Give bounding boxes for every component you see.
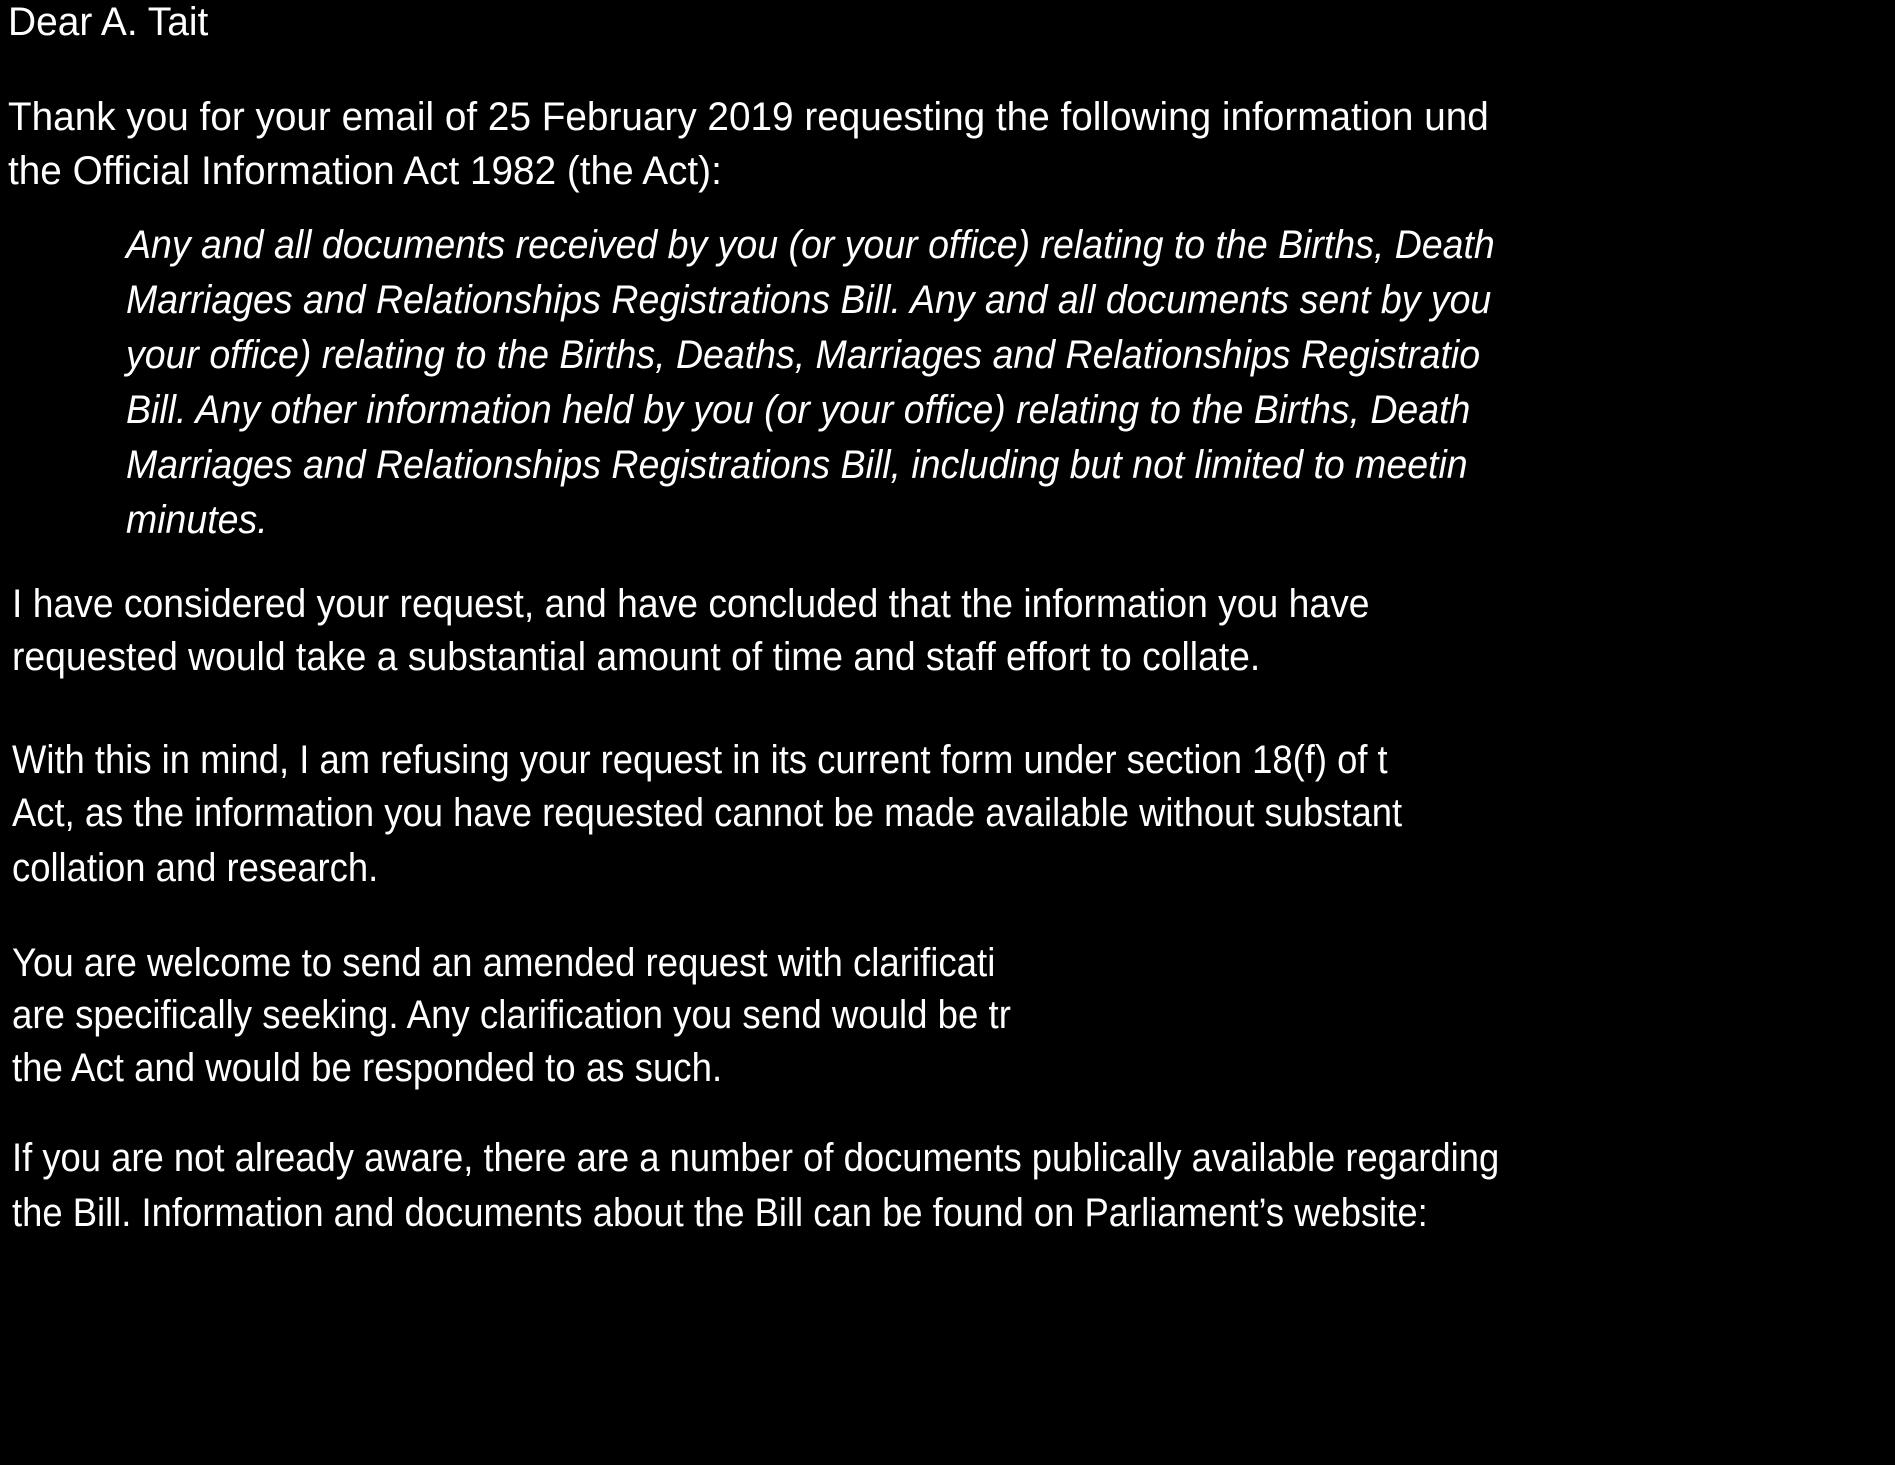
paragraph-5-line-1: If you are not already aware, there are a number of documents publically available regarding bbox=[12, 1136, 1500, 1180]
paragraph-2-line-2: requested would take a substantial amount of time and staff effort to collate. bbox=[12, 635, 1261, 679]
quoted-request-line-1: Any and all documents received by you (or your office) relating to the Births, Death bbox=[126, 223, 1495, 267]
quoted-request-line-4: Bill. Any other information held by you (or your office) relating to the Births, Death bbox=[126, 388, 1471, 432]
quoted-request-line-6: minutes. bbox=[126, 498, 268, 542]
quoted-request-line-5: Marriages and Relationships Registrations Bill, including but not limited to meetin bbox=[126, 443, 1468, 487]
paragraph-4-line-3: the Act and would be responded to as such. bbox=[12, 1046, 723, 1090]
paragraph-1-line-2: the Official Information Act 1982 (the Act): bbox=[8, 149, 722, 193]
paragraph-4-line-1: You are welcome to send an amended request with clarificati bbox=[12, 941, 996, 985]
quoted-request-line-2: Marriages and Relationships Registrations Bill. Any and all documents sent by you bbox=[126, 278, 1492, 322]
quoted-request-line-3: your office) relating to the Births, Deaths, Marriages and Relationships Registratio bbox=[126, 333, 1481, 377]
paragraph-5-line-2: the Bill. Information and documents about the Bill can be found on Parliament’s website: bbox=[12, 1191, 1428, 1235]
paragraph-3-line-2: Act, as the information you have requested cannot be made available without substant bbox=[12, 791, 1403, 835]
paragraph-3-line-3: collation and research. bbox=[12, 846, 379, 890]
salutation: Dear A. Tait bbox=[8, 0, 209, 44]
paragraph-4-line-2: are specifically seeking. Any clarification you send would be tr bbox=[12, 993, 1011, 1037]
paragraph-2-line-1: I have considered your request, and have concluded that the information you have bbox=[12, 582, 1370, 626]
paragraph-3-line-1: With this in mind, I am refusing your request in its current form under section 18(f) of t bbox=[12, 738, 1388, 782]
paragraph-1-line-1: Thank you for your email of 25 February 2019 requesting the following information und bbox=[8, 95, 1489, 139]
